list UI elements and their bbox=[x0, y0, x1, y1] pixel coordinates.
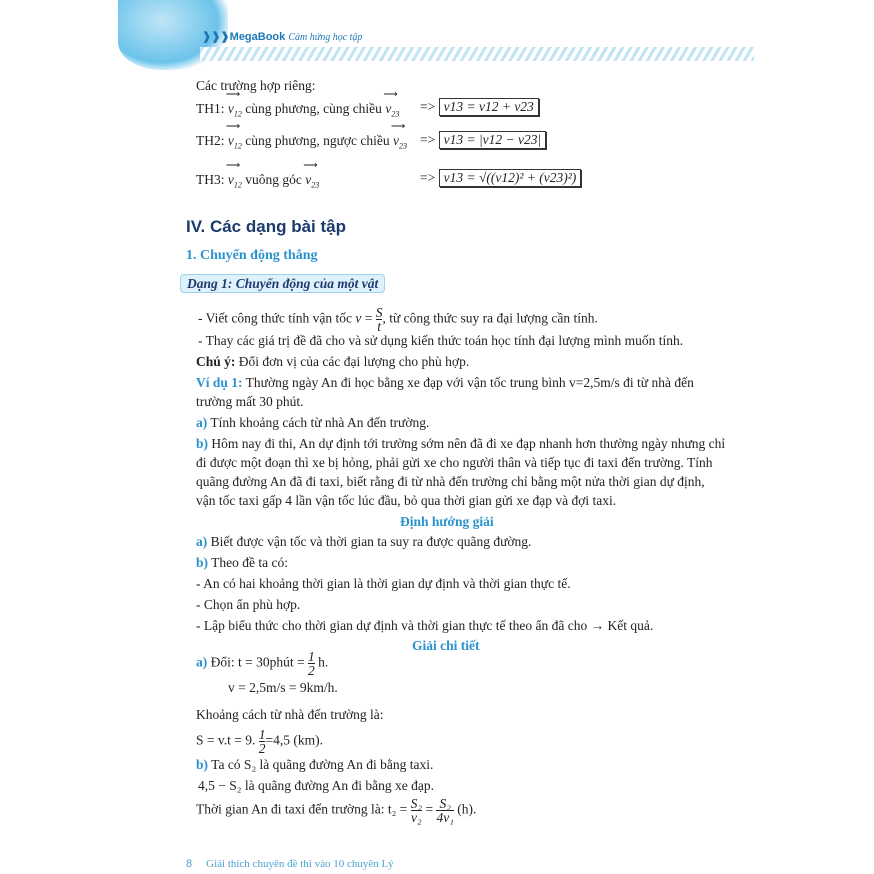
guide-b: b) Theo đề ta có: bbox=[196, 555, 288, 570]
question-b: b) Hôm nay đi thi, An dự định tới trường sớm nên đã đi xe đạp nhanh hơn thường ngày nhưng chỉ bbox=[196, 436, 726, 451]
line-1: - Viết công thức tính vận tốc v = $\frac{S}{t}$ , từ công thức suy ra đại lượng cần tính. bbox=[198, 305, 598, 334]
solution-distance: S = v.t = 9. $\frac{1}{2}$ =4,5 (km). bbox=[196, 727, 323, 756]
question-b-4: vận tốc taxi gấp 4 lần vận tốc lúc đầu, bỏ qua thời gian gửi xe đạp và đợi taxi. bbox=[196, 493, 617, 508]
footer: 8 Giải thích chuyên đề thi vào 10 chuyên Lý bbox=[186, 858, 394, 870]
subsection-title: 1. Chuyển động thẳng bbox=[186, 248, 318, 263]
question-a: a) Tính khoảng cách từ nhà An đến trường. bbox=[196, 415, 430, 430]
brand-logo: ❱❱❱MegaBook Cảm hứng học tập bbox=[202, 31, 363, 43]
solution-title: Giải chi tiết bbox=[412, 638, 480, 653]
solution-a2: v = 2,5m/s = 9km/h. bbox=[228, 680, 338, 695]
solution-b1: b) Ta có S₂ là quãng đường An đi bằng taxi. bbox=[196, 757, 434, 772]
cases-title: Các trường hợp riêng: bbox=[196, 78, 316, 93]
formula-th3: v13 = √((v12)² + (v23)²) bbox=[439, 169, 582, 187]
guide-title: Định hướng giải bbox=[400, 514, 494, 529]
question-b-3: quãng đường An đã đi taxi, biết rằng đi từ nhà đến trường chỉ bằng một nửa thời gian dự định, bbox=[196, 474, 705, 489]
case-3: TH3: ⟶ $v_{12}$ vuông góc ⟶ $v_{23}$ bbox=[196, 172, 319, 190]
brand-name: MegaBook bbox=[229, 31, 286, 43]
formula-th1: v13 = v12 + v23 bbox=[439, 98, 539, 116]
solution-a1: a) Đổi: t = 30phút = $\frac{1}{2}$ h. bbox=[196, 649, 329, 678]
page: ❱❱❱MegaBook Cảm hứng học tập Các trường hợp riêng: TH1: ⟶ $v_{12}$ cùng phương, cùng chiều ⟶ $v_{23}$ => v13 = v12 + v23 TH2: ⟶ $v_{12}$ cùng phương, ngược chiều ⟶ $v_{23}$ => v13 = |v12 − v23| TH3: ⟶ $v_{12}$ vuông góc ⟶ $v_{23}$ => v13 = √((v12)² + (v23)²) IV. Các dạng bài tập 1. Chuyển động thẳng Dạng 1: Chuyển động của một vật - Viết công thức tính vận tốc v = $\frac{S}{t}$ , từ công thức suy ra đại lượng cần tính. - Thay các giá trị đề đã cho và sử dụng kiến thức toán học tính đại lượng mình muốn tính. Chú ý: Đổi đơn vị của các đại lượng cho phù hợp. Ví dụ 1: Thường ngày An đi học bằng xe đạp với vận tốc trung bình v=2,5m/s đi từ nhà đến trường mất 30 phút. a) Tính khoảng cách từ nhà An đến trường. b) Hôm nay đi thi, An dự định tới trường sớm nên đã đi xe đạp nhanh hơn thường ngày nhưng chỉ đi được một đoạn thì xe bị hỏng, phải gửi xe cho người thân và tiếp tục đi taxi đến trường. Tính quãng đường An đã đi taxi, biết rằng đi từ nhà đến trường chỉ bằng một nửa thời gian dự định, vận tốc taxi gấp 4 lần vận tốc lúc đầu, bỏ qua thời gian gửi xe đạp và đợi taxi. Định hướng giải a) Biết được vận tốc và thời gian ta suy ra được quãng đường. b) Theo đề ta có: - An có hai khoảng thời gian là thời gian dự định và thời gian thực tế. - Chọn ẩn phù hợp. - Lập biểu thức cho thời gian dự định và thời gian thực tế theo ẩn đã cho → Kết quả. Giải chi tiết a) Đổi: t = 30phút = $\frac{1}{2}$ h. v = 2,5m/s = 9km/h. Khoảng cách từ nhà đến trường là: S = v.t = 9. $\frac{1}{2}$ =4,5 (km). b) Ta có S₂ là quãng đường An đi bằng taxi. 4,5 − S₂ là quãng đường An đi bằng xe đạp. Thời gian An đi taxi đến trường là: t₂ = $\frac{\text{S₂}}{\text{v₂}}$ = $\frac{\text{S₂}}{\text{4v₁}}$ (h). 8 Giải thích chuyên đề thi vào 10 chuyên Lý bbox=[0, 0, 874, 874]
question-b-2: đi được một đoạn thì xe bị hỏng, phải gửi xe cho người thân và tiếp tục đi taxi đến trường. Tính bbox=[196, 455, 713, 470]
solution-b3: Thời gian An đi taxi đến trường là: t₂ = $\frac{\text{S₂}}{\text{v₂}}$ = $\frac{\text{S₂}}{\text{4v₁}}$ (h). bbox=[196, 796, 477, 825]
note: Chú ý: Đổi đơn vị của các đại lượng cho phù hợp. bbox=[196, 354, 470, 369]
example: Ví dụ 1: Thường ngày An đi học bằng xe đạp với vận tốc trung bình v=2,5m/s đi từ nhà đến bbox=[196, 375, 694, 390]
solution-distance-label: Khoảng cách từ nhà đến trường là: bbox=[196, 707, 384, 722]
example-cont: trường mất 30 phút. bbox=[196, 394, 304, 409]
guide-a: a) Biết được vận tốc và thời gian ta suy ra được quãng đường. bbox=[196, 534, 532, 549]
section-title: IV. Các dạng bài tập bbox=[186, 217, 346, 236]
header-stripe bbox=[200, 47, 754, 61]
case-1: TH1: ⟶ $v_{12}$ cùng phương, cùng chiều ⟶ $v_{23}$ bbox=[196, 101, 399, 119]
guide-2: - Chọn ẩn phù hợp. bbox=[196, 597, 301, 612]
line-2: - Thay các giá trị đề đã cho và sử dụng kiến thức toán học tính đại lượng mình muốn tính. bbox=[198, 333, 684, 348]
solution-b2: 4,5 − S₂ là quãng đường An đi bằng xe đạp. bbox=[198, 778, 434, 793]
slogan: Cảm hứng học tập bbox=[288, 32, 363, 43]
guide-3: - Lập biểu thức cho thời gian dự định và thời gian thực tế theo ẩn đã cho → Kết quả. bbox=[196, 618, 654, 633]
case-2: TH2: ⟶ $v_{12}$ cùng phương, ngược chiều ⟶ $v_{23}$ bbox=[196, 133, 407, 151]
guide-1: - An có hai khoảng thời gian là thời gian dự định và thời gian thực tế. bbox=[196, 576, 571, 591]
formula-th2: v13 = |v12 − v23| bbox=[439, 131, 547, 149]
dang-label: Dạng 1: Chuyển động của một vật bbox=[180, 274, 385, 293]
